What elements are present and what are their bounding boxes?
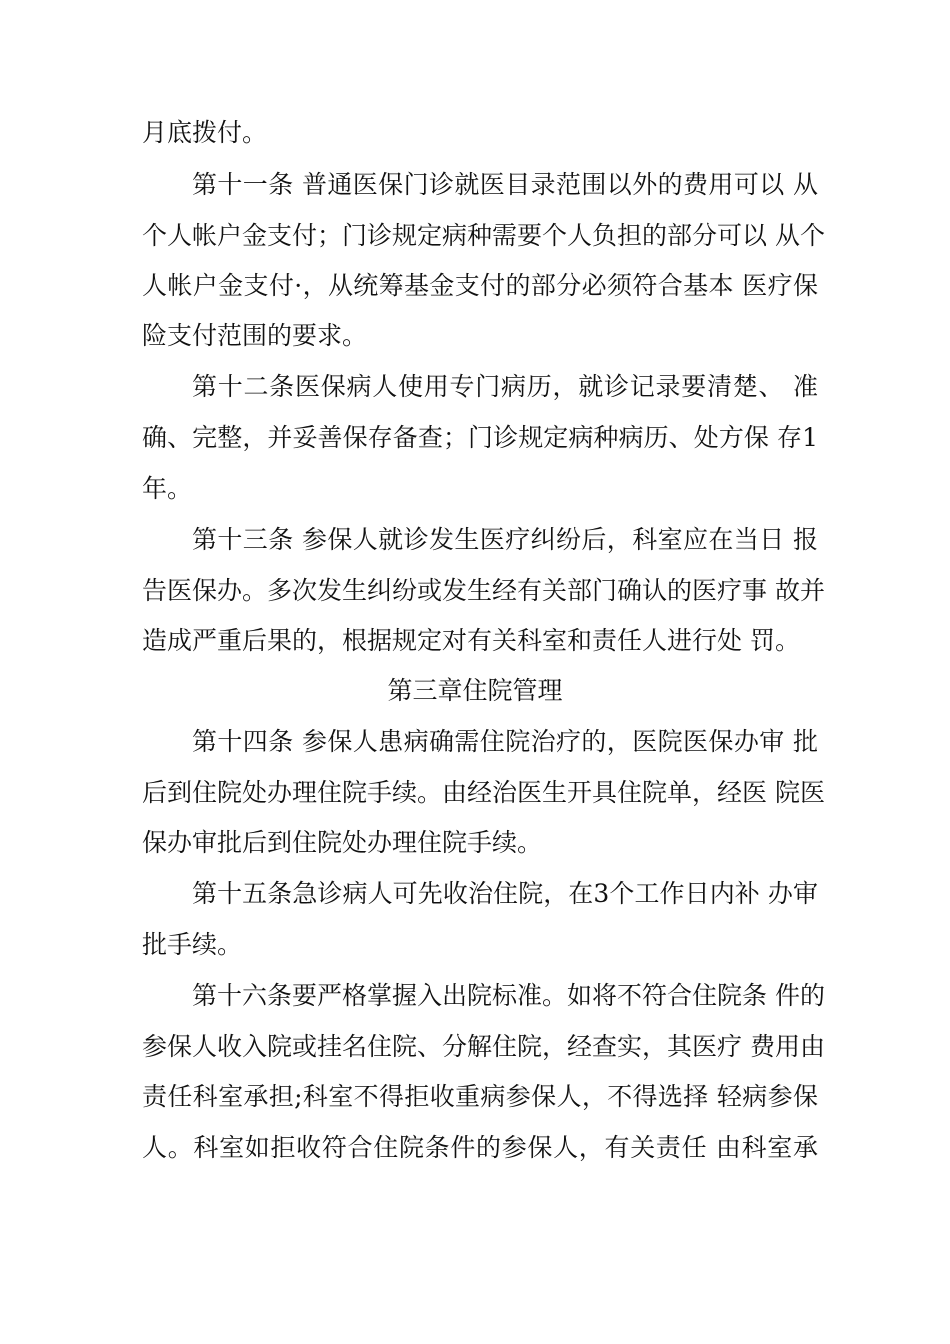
text-line: 人帐户金支付·，从统筹基金支付的部分必须符合基本 医疗保 (142, 271, 818, 300)
text-line: 后到住院处办理住院手续。由经治医生开具住院单，经医 院医 (142, 778, 825, 807)
text-line: 第十六条要严格掌握入出院标准。如将不符合住院条 件的 (192, 981, 825, 1010)
text-line: 保办审批后到住院处办理住院手续。 (142, 828, 543, 857)
text-line: 第十三条 参保人就诊发生医疗纠纷后，科室应在当日 报 (192, 525, 818, 554)
chapter-heading: 第三章住院管理 (387, 676, 563, 705)
text-line: 年。 (142, 474, 193, 503)
text-line: 第十二条医保病人使用专门病历，就诊记录要清楚、 准 (192, 372, 818, 401)
text-line: 第十五条急诊病人可先收治住院，在3个工作日内补 办审 (192, 879, 818, 908)
text-line: 个人帐户金支付；门诊规定病种需要个人负担的部分可以 从个 (142, 221, 825, 250)
text-line: 第十一条 普通医保门诊就医目录范围以外的费用可以 从 (192, 170, 818, 199)
text-line: 造成严重后果的，根据规定对有关科室和责任人进行处 罚。 (142, 626, 800, 655)
text-line: 人。科室如拒收符合住院条件的参保人，有关责任 由科室承 (142, 1133, 818, 1162)
text-line: 告医保办。多次发生纠纷或发生经有关部门确认的医疗事 故并 (142, 576, 825, 605)
text-line: 确、完整，并妥善保存备查；门诊规定病种病历、处方保 存1 (142, 423, 818, 452)
text-line: 月底拨付。 (142, 118, 268, 147)
text-line: 参保人收入院或挂名住院、分解住院，经查实，其医疗 费用由 (142, 1032, 825, 1061)
text-line: 险支付范围的要求。 (142, 321, 368, 350)
text-line: 第十四条 参保人患病确需住院治疗的，医院医保办审 批 (192, 727, 818, 756)
text-line: 批手续。 (142, 930, 243, 959)
text-line: 责任科室承担;科室不得拒收重病参保人，不得选择 轻病参保 (142, 1082, 818, 1111)
